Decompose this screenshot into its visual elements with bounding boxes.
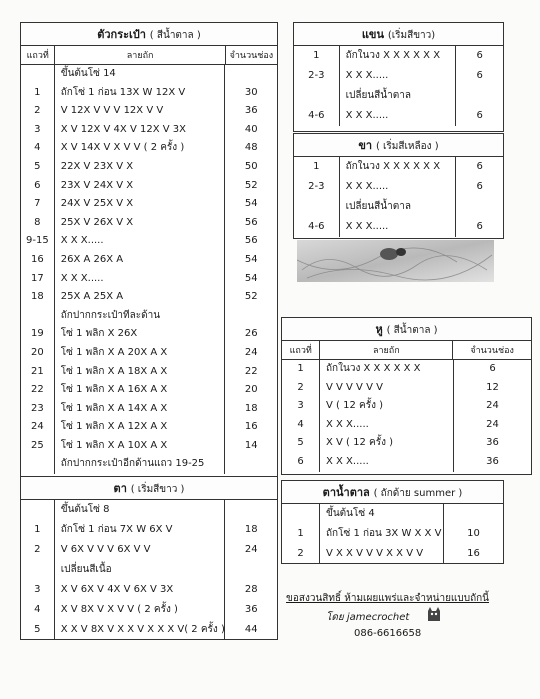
- stitch-count: [225, 500, 277, 520]
- stitch-pattern: 22X V 23X V X: [55, 158, 226, 177]
- row-number: 4-6: [294, 217, 340, 237]
- row-number: 2-3: [294, 66, 340, 86]
- stitch-count: [225, 65, 277, 84]
- row-number: [21, 65, 55, 84]
- table-row: [21, 232, 277, 251]
- stitch-count: 56: [244, 235, 258, 247]
- table-row: [21, 600, 277, 620]
- stitch-pattern: X X X.....: [55, 270, 226, 289]
- stitch-count: 56: [244, 216, 258, 228]
- table-row: [21, 102, 277, 121]
- leg-table-title: ขา ( เริ่มสีเหลือง ): [294, 134, 503, 157]
- table-row: [294, 217, 503, 237]
- stitch-count: 30: [244, 86, 258, 98]
- bag-table-header: [21, 46, 277, 65]
- stitch-count: 26: [244, 328, 258, 340]
- row-number: 7: [21, 195, 55, 214]
- row-number: 22: [21, 381, 55, 400]
- stitch-pattern: X X X.....: [55, 232, 226, 251]
- row-number: 17: [21, 270, 55, 289]
- stitch-count: 48: [244, 142, 258, 154]
- stitch-count: 10: [467, 528, 480, 539]
- stitch-count: 36: [486, 437, 499, 449]
- ear-rows: [282, 360, 531, 472]
- table-row: [21, 560, 277, 580]
- stitch-pattern: ถักในวง X X X X X X: [320, 360, 454, 379]
- table-row: [294, 157, 503, 177]
- ear-table-title: หู ( สีน้ำตาล ): [282, 318, 531, 341]
- table-row: [21, 400, 277, 419]
- table-row: [21, 270, 277, 289]
- leg-rows: [294, 157, 503, 237]
- table-row: [294, 106, 503, 126]
- stitch-count: 18: [244, 524, 258, 535]
- table-row: [21, 251, 277, 270]
- stitch-pattern: โซ่ 1 พลิก X A 14X A X: [55, 400, 226, 419]
- stitch-count: 6: [476, 110, 483, 121]
- row-number: 1: [294, 46, 340, 66]
- stitch-pattern: โซ่ 1 พลิก X A 18X A X: [55, 363, 226, 382]
- stitch-pattern: X V 6X V 4X V 6X V 3X: [55, 580, 226, 600]
- stitch-pattern: V X X V V V X X V V: [320, 544, 444, 564]
- row-number: 1: [282, 360, 320, 379]
- row-number: 5: [21, 158, 55, 177]
- author-credit: โดย jamecrochet: [326, 612, 410, 623]
- stitch-pattern: X X V 8X V X X V X X X V( 2 ครั้ง ): [55, 620, 226, 640]
- header-count: จำนวนช่อง: [229, 51, 274, 61]
- row-number: 25: [21, 437, 55, 456]
- yarn-photo: [297, 240, 494, 282]
- stitch-count: [225, 455, 277, 474]
- table-row: [282, 360, 531, 379]
- stitch-count: 50: [244, 160, 258, 172]
- arm-table-title: แขน (เริ่มสีขาว): [294, 23, 503, 46]
- stitch-pattern: ถักในวง X X X X X X: [340, 46, 457, 66]
- stitch-count: 6: [476, 161, 483, 172]
- row-number: 2: [282, 544, 320, 564]
- row-number: [294, 197, 340, 217]
- ear-header-row-no: แถวที่: [282, 341, 320, 359]
- phone-number: 086-6616658: [354, 628, 422, 639]
- table-row: [21, 580, 277, 600]
- stitch-pattern: V V V V V V: [320, 379, 454, 398]
- row-number: [21, 455, 55, 474]
- header-pattern: ลายถัก: [55, 46, 225, 64]
- row-number: 6: [21, 177, 55, 196]
- stitch-count: 20: [244, 384, 258, 396]
- eye-table-title: ตา ( เริ่มสีขาว ): [21, 477, 277, 500]
- row-number: [294, 86, 340, 106]
- row-number: 23: [21, 400, 55, 419]
- stitch-pattern: V 6X V V V 6X V V: [55, 540, 226, 560]
- row-number: 20: [21, 344, 55, 363]
- row-number: 4: [21, 600, 55, 620]
- row-number: 5: [282, 434, 320, 453]
- stitch-pattern: โซ่ 1 พลิก X A 12X A X: [55, 418, 226, 437]
- stitch-count: 6: [489, 363, 496, 374]
- row-number: 2-3: [294, 177, 340, 197]
- table-row: [282, 504, 503, 524]
- table-row: [294, 197, 503, 217]
- stitch-pattern: โซ่ 1 พลิก X A 16X A X: [55, 381, 226, 400]
- row-number: 24: [21, 418, 55, 437]
- eye-rows: [21, 500, 277, 640]
- stitch-count: 22: [244, 365, 258, 377]
- stitch-pattern: โซ่ 1 พลิก X A 10X A X: [55, 437, 226, 456]
- stitch-pattern: 25X V 26X V X: [55, 214, 226, 233]
- table-row: [282, 379, 531, 398]
- stitch-pattern: 25X A 25X A: [55, 288, 226, 307]
- table-row: [294, 46, 503, 66]
- copyright-note: ขอสงวนสิทธิ์ ห้ามเผยแพร่และจำหน่ายแบบถักนี้: [286, 593, 490, 604]
- row-number: 1: [282, 524, 320, 544]
- stitch-pattern: โซ่ 1 พลิก X A 20X A X: [55, 344, 226, 363]
- table-row: [282, 524, 503, 544]
- ear-table: [281, 317, 532, 475]
- eyeball-table: [281, 480, 504, 564]
- table-row: [294, 86, 503, 106]
- stitch-count: 6: [476, 50, 483, 61]
- stitch-count: 6: [476, 70, 483, 81]
- stitch-pattern: เปลี่ยนสีเนื้อ: [55, 560, 226, 580]
- table-row: [21, 177, 277, 196]
- bag-table-title: ตัวกระเป๋า ( สีน้ำตาล ): [21, 23, 277, 46]
- table-row: [21, 307, 277, 326]
- stitch-pattern: X X X.....: [320, 453, 454, 472]
- stitch-pattern: ถักโซ่ 1 ก่อน 13X W 12X V: [55, 84, 226, 103]
- stitch-count: 54: [244, 253, 258, 265]
- stitch-count: 14: [244, 439, 258, 451]
- stitch-pattern: ถักปากกระเป๋าอีกด้านแถว 19-25: [55, 455, 226, 474]
- stitch-pattern: X X X.....: [320, 416, 454, 435]
- row-number: [21, 500, 55, 520]
- stitch-count: [456, 86, 503, 106]
- stitch-pattern: ถักโซ่ 1 ก่อน 7X W 6X V: [55, 520, 226, 540]
- stitch-count: 16: [467, 548, 480, 559]
- stitch-pattern: 26X A 26X A: [55, 251, 226, 270]
- leg-table: [293, 133, 504, 239]
- header-row-no: แถวที่: [21, 46, 55, 64]
- stitch-count: 36: [244, 105, 258, 117]
- stitch-count: 28: [244, 584, 258, 595]
- row-number: [282, 504, 320, 524]
- table-row: [21, 437, 277, 456]
- stitch-count: 52: [244, 179, 258, 191]
- stitch-pattern: ถักโซ่ 1 ก่อน 3X W X X V: [320, 524, 444, 544]
- row-number: 3: [21, 580, 55, 600]
- stitch-count: 6: [476, 221, 483, 232]
- table-row: [282, 397, 531, 416]
- stitch-count: 24: [244, 346, 258, 358]
- bag-table: [20, 22, 278, 478]
- stitch-count: 24: [486, 418, 499, 430]
- table-row: [21, 158, 277, 177]
- stitch-pattern: X V 12X V 4X V 12X V 3X: [55, 121, 226, 140]
- row-number: 16: [21, 251, 55, 270]
- table-row: [21, 455, 277, 474]
- stitch-pattern: ถักปากกระเป๋าทีละด้าน: [55, 307, 226, 326]
- ear-header-count: จำนวนช่อง: [470, 346, 514, 356]
- table-row: [21, 214, 277, 233]
- stitch-count: [444, 504, 503, 524]
- stitch-pattern: X X X.....: [340, 66, 457, 86]
- stitch-count: 54: [244, 198, 258, 210]
- row-number: [21, 560, 55, 580]
- table-row: [21, 540, 277, 560]
- row-number: 1: [21, 520, 55, 540]
- row-number: 6: [282, 453, 320, 472]
- eyeball-table-title: ตาน้ำตาล ( ถักด้าย summer ): [282, 481, 503, 504]
- table-row: [21, 418, 277, 437]
- table-row: [21, 520, 277, 540]
- row-number: 2: [21, 102, 55, 121]
- table-row: [21, 344, 277, 363]
- row-number: 9-15: [21, 232, 55, 251]
- stitch-count: 6: [476, 181, 483, 192]
- table-row: [21, 500, 277, 520]
- row-number: 2: [21, 540, 55, 560]
- stitch-pattern: V ( 12 ครั้ง ): [320, 397, 454, 416]
- arm-rows: [294, 46, 503, 126]
- row-number: 4-6: [294, 106, 340, 126]
- table-row: [21, 195, 277, 214]
- table-row: [282, 453, 531, 472]
- stitch-count: 12: [486, 381, 499, 393]
- stitch-pattern: เปลี่ยนสีน้ำตาล: [340, 197, 457, 217]
- row-number: 18: [21, 288, 55, 307]
- row-number: 3: [21, 121, 55, 140]
- arm-table: [293, 22, 504, 132]
- row-number: [21, 307, 55, 326]
- stitch-pattern: X V 14X V X V V ( 2 ครั้ง ): [55, 139, 226, 158]
- row-number: 1: [294, 157, 340, 177]
- table-row: [294, 66, 503, 86]
- stitch-count: 24: [486, 400, 499, 412]
- stitch-pattern: X X X.....: [340, 177, 457, 197]
- stitch-count: 18: [244, 402, 258, 414]
- row-number: 3: [282, 397, 320, 416]
- stitch-count: 36: [486, 455, 499, 467]
- row-number: 19: [21, 325, 55, 344]
- stitch-count: 40: [244, 123, 258, 135]
- stitch-count: 44: [244, 624, 258, 635]
- stitch-pattern: ขึ้นต้นโซ่ 4: [320, 504, 444, 524]
- stitch-pattern: ขึ้นต้นโซ่ 14: [55, 65, 226, 84]
- row-number: 5: [21, 620, 55, 640]
- row-number: 1: [21, 84, 55, 103]
- stitch-count: 24: [244, 544, 258, 555]
- row-number: 4: [282, 416, 320, 435]
- stitch-count: 36: [244, 604, 258, 615]
- stitch-pattern: 24X V 25X V X: [55, 195, 226, 214]
- stitch-pattern: เปลี่ยนสีน้ำตาล: [340, 86, 457, 106]
- ear-header-pattern: ลายถัก: [320, 341, 453, 359]
- table-row: [294, 177, 503, 197]
- stitch-pattern: โซ่ 1 พลิก X 26X: [55, 325, 226, 344]
- row-number: 8: [21, 214, 55, 233]
- table-row: [282, 416, 531, 435]
- stitch-pattern: X X X.....: [340, 217, 457, 237]
- table-row: [282, 544, 503, 564]
- stitch-count: 54: [244, 272, 258, 284]
- table-row: [21, 139, 277, 158]
- eyeball-rows: [282, 504, 503, 564]
- stitch-pattern: V 12X V V V 12X V V: [55, 102, 226, 121]
- row-number: 4: [21, 139, 55, 158]
- stitch-count: [456, 197, 503, 217]
- table-row: [282, 434, 531, 453]
- stitch-count: 52: [244, 291, 258, 303]
- row-number: 21: [21, 363, 55, 382]
- bag-rows: [21, 65, 277, 474]
- table-row: [21, 84, 277, 103]
- table-row: [21, 325, 277, 344]
- stitch-count: [225, 560, 277, 580]
- stitch-pattern: X V 8X V X V V ( 2 ครั้ง ): [55, 600, 226, 620]
- stitch-pattern: 23X V 24X V X: [55, 177, 226, 196]
- eye-table: [20, 476, 278, 640]
- table-row: [21, 65, 277, 84]
- stitch-pattern: X X X.....: [340, 106, 457, 126]
- table-row: [21, 381, 277, 400]
- stitch-count: [225, 307, 277, 326]
- cat-logo-icon: [424, 604, 444, 624]
- stitch-pattern: X V ( 12 ครั้ง ): [320, 434, 454, 453]
- table-row: [21, 288, 277, 307]
- row-number: 2: [282, 379, 320, 398]
- ear-table-header: [282, 341, 531, 360]
- stitch-count: 16: [244, 421, 258, 433]
- stitch-pattern: ถักในวง X X X X X X: [340, 157, 457, 177]
- table-row: [21, 363, 277, 382]
- table-row: [21, 620, 277, 640]
- stitch-pattern: ขึ้นต้นโซ่ 8: [55, 500, 226, 520]
- table-row: [21, 121, 277, 140]
